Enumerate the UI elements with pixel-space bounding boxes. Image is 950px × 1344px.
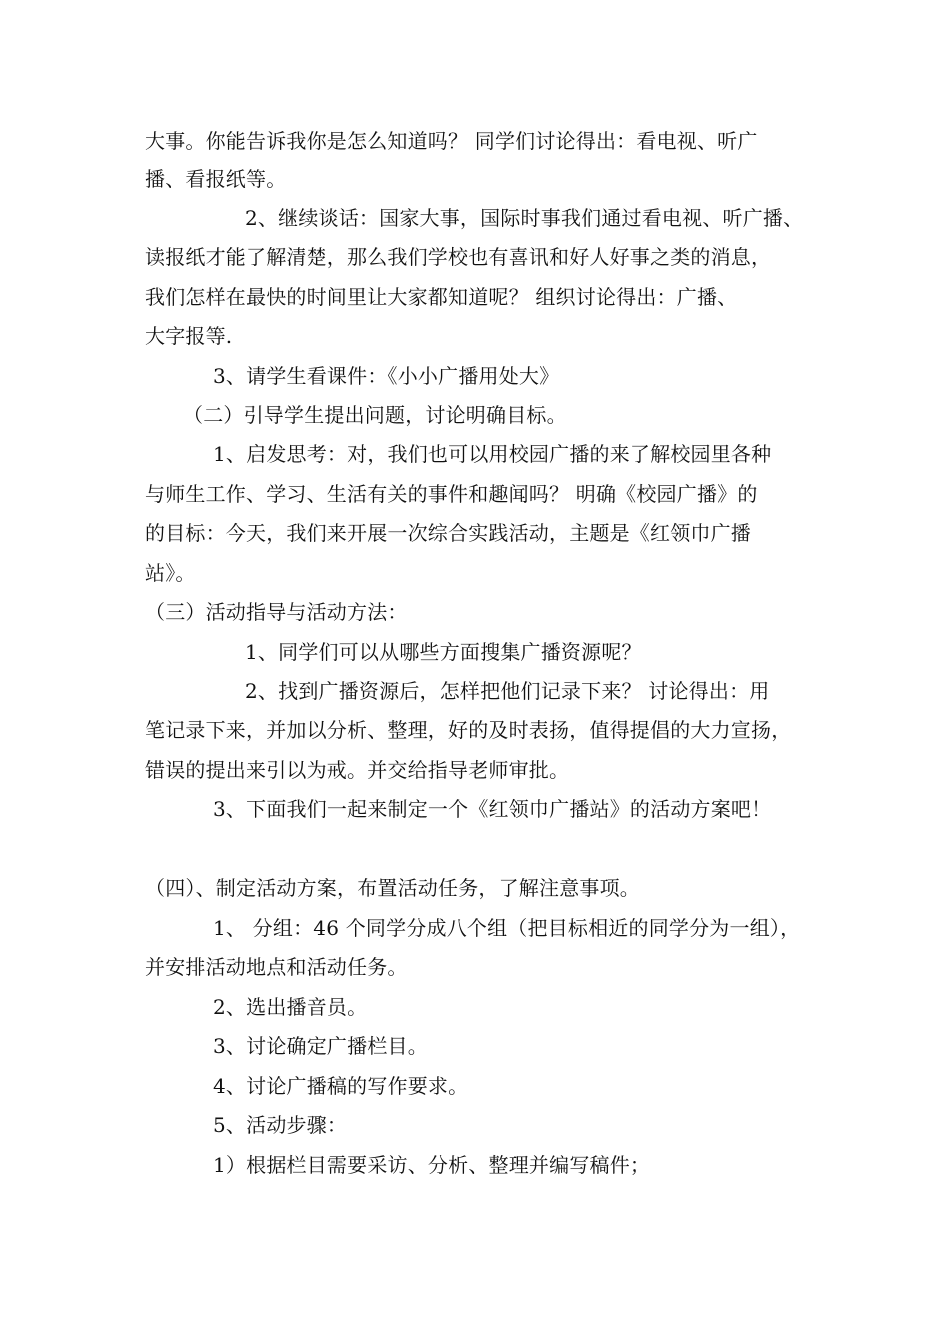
text-line-26: 1）根据栏目需要采访、分析、整理并编写稿件； [213, 1153, 651, 1177]
text-line-2: 播、看报纸等。 [145, 167, 287, 191]
section-heading-3: （三）活动指导与活动方法： [145, 600, 408, 624]
text-line-5: 我们怎样在最快的时间里让大家都知道呢？ 组织讨论得出：广播、 [145, 285, 738, 309]
text-line-4: 读报纸才能了解清楚，那么我们学校也有喜讯和好人好事之类的消息， [145, 245, 772, 269]
text-line-12: 站》。 [145, 561, 196, 585]
text-line-15: 2、找到广播资源后，怎样把他们记录下来？ 讨论得出：用 [245, 679, 770, 703]
text-line-20: 1、 分组：46 个同学分成八个组（把目标相近的同学分为一组）， [213, 916, 801, 940]
text-line-1: 大事。你能告诉我你是怎么知道吗？ 同学们讨论得出：看电视、听广 [145, 129, 758, 153]
text-line-17: 错误的提出来引以为戒。并交给指导老师审批。 [145, 758, 570, 782]
text-line-16: 笔记录下来，并加以分析、整理，好的及时表扬，值得提倡的大力宣扬， [145, 718, 792, 742]
text-line-6: 大字报等. [145, 324, 233, 348]
text-line-7: 3、请学生看课件：《小小广播用处大》 [213, 364, 560, 388]
text-line-3: 2、继续谈话：国家大事，国际时事我们通过看电视、听广播、 [245, 206, 804, 230]
text-line-11: 的目标：今天，我们来开展一次综合实践活动，主题是《红领巾广播 [145, 521, 751, 545]
section-heading-2: （二）引导学生提出问题，讨论明确目标。 [183, 403, 567, 427]
text-line-23: 3、讨论确定广播栏目。 [213, 1034, 428, 1058]
text-line-14: 1、同学们可以从哪些方面搜集广播资源呢？ [245, 640, 642, 664]
text-line-25: 5、活动步骤： [213, 1113, 348, 1137]
text-line-24: 4、讨论广播稿的写作要求。 [213, 1074, 469, 1098]
text-line-18: 3、下面我们一起来制定一个《红领巾广播站》的活动方案吧！ [213, 797, 772, 821]
text-line-21: 并安排活动地点和活动任务。 [145, 955, 408, 979]
section-heading-4: （四）、制定活动方案，布置活动任务，了解注意事项。 [145, 876, 640, 900]
text-line-9: 1、启发思考：对，我们也可以用校园广播的来了解校园里各种 [213, 442, 772, 466]
text-line-22: 2、选出播音员。 [213, 995, 368, 1019]
text-line-10: 与师生工作、学习、生活有关的事件和趣闻吗？ 明确《校园广播》的 [145, 482, 758, 506]
